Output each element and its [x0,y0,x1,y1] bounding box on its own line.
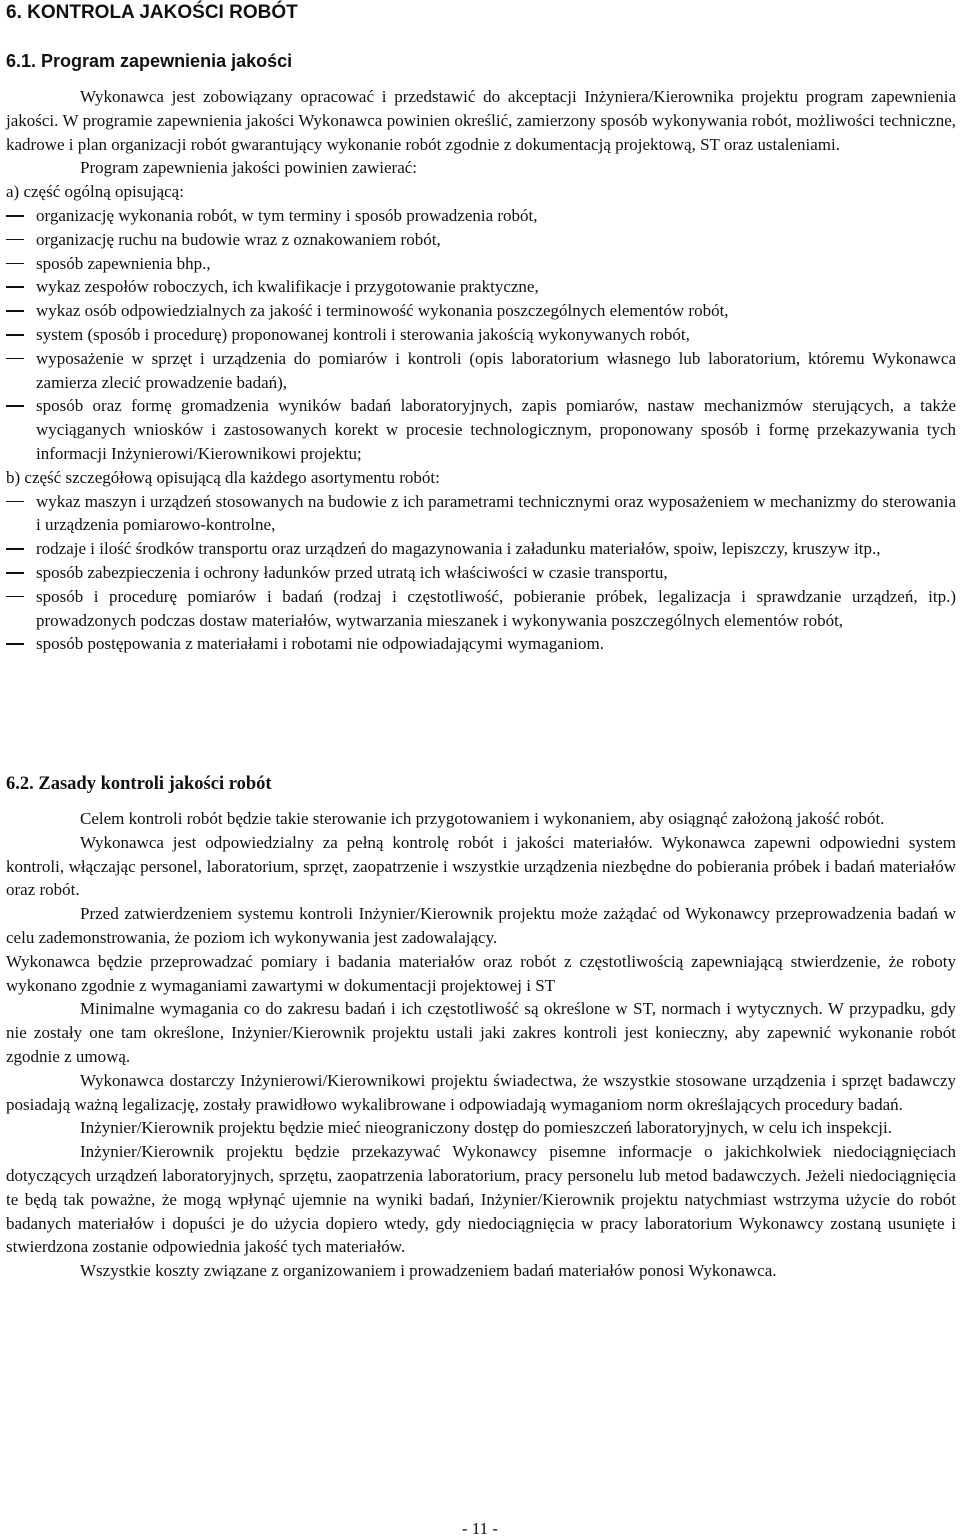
list-item: wykaz maszyn i urządzeń stosowanych na budowie z ich parametrami technicznymi oraz wyposażeniem w mechanizmy do sterowania i urządzenia pomiarowo-kontrolne, [6,490,956,538]
dash-bullet-icon [6,643,24,645]
list-item: organizację wykonania robót, w tym terminy i sposób prowadzenia robót, [6,204,956,228]
dash-bullet-icon [6,358,24,360]
dash-bullet-icon [6,239,24,241]
paragraph: Inżynier/Kierownik projektu będzie mieć nieograniczony dostęp do pomieszczeń laboratoryjnych, w celu ich inspekcji. [80,1118,892,1138]
dash-bullet-icon [6,263,24,265]
list-item: organizację ruchu na budowie wraz z oznakowaniem robót, [6,228,956,252]
paragraph: Wykonawca jest odpowiedzialny za pełną kontrolę robót i jakości materiałów. Wykonawca zapewni odpowiedni system kontroli, włączając personel, laboratorium, sprzęt, zaopatrzenie i wszystkie urządzenia niezbędne do pobierania próbek i badań materiałów oraz robót. [6,832,956,900]
page-number: - 11 - [461,1519,499,1538]
dash-bullet-icon [6,310,24,312]
paragraph: Wykonawca będzie przeprowadzać pomiary i badania materiałów oraz robót z częstotliwością zapewniającą stwierdzenie, że roboty wykonano zgodnie z wymaganiami zawartymi w dokumentacji projektowej i ST [6,951,956,995]
dash-bullet-icon [6,286,24,288]
list-item: rodzaje i ilość środków transportu oraz urządzeń do magazynowania i załadunku materiałów, spoiw, lepiszczy, kruszyw itp., [6,537,956,561]
paragraph: Wykonawca dostarczy Inżynierowi/Kierownikowi projektu świadectwa, że wszystkie stosowane urządzenia i sprzęt badawczy posiadają ważną legalizację, zostały prawidłowo wykalibrowane i odpowiadają wymaganiom norm określających procedury badań. [6,1070,956,1114]
list-item: sposób oraz formę gromadzenia wyników badań laboratoryjnych, zapis pomiarów, nastaw mechanizmów sterujących, a także wyciąganych wniosków i zastosowanych korekt w procesie technologicznym, proponowany sposób i formę przekazywania tych informacji Inżynierowi/Kierownikowi projektu; [6,394,956,465]
paragraph: Program zapewnienia jakości powinien zawierać: [80,158,418,178]
list-item: wykaz zespołów roboczych, ich kwalifikacje i przygotowanie praktyczne, [6,275,956,299]
dash-bullet-icon [6,572,24,574]
dash-bullet-icon [6,501,24,503]
dash-bullet-icon [6,334,24,336]
paragraph: Celem kontroli robót będzie takie sterowanie ich przygotowaniem i wykonaniem, aby osiągnąć założoną jakość robót. [80,809,885,828]
section-6-1-body [6,85,956,656]
paragraph: Przed zatwierdzeniem systemu kontroli Inżynier/Kierownik projektu może zażądać od Wykonawcy przeprowadzenia badań w celu zademonstrowania, że poziom ich wykonywania jest zadowalający. [6,904,956,947]
dash-bullet-icon [6,596,24,598]
dash-bullet-icon [6,215,24,217]
paragraph: Minimalne wymagania co do zakresu badań i ich częstotliwość są określone w ST, normach i wytycznych. W przypadku, gdy nie zostały one tam określone, Inżynier/Kierownik projektu ustali jaki zakres kontroli jest konieczny, aby zapewnić wykonanie robót zgodnie z umową. [6,999,956,1066]
list-item: sposób zapewnienia bhp., [6,252,956,276]
chapter-heading: 6. KONTROLA JAKOŚCI ROBÓT [6,2,298,23]
section-heading-6-1: 6.1. Program zapewnienia jakości [6,51,293,71]
paragraph: Inżynier/Kierownik projektu będzie przekazywać Wykonawcy pisemne informacje o jakichkolwiek niedociągnięciach dotyczących urządzeń laboratoryjnych, sprzętu, zaopatrzenia laboratorium, pracy personelu lub metod badawczych. Jeżeli niedociągnięcia te będą tak poważne, że mogą wpłynąć ujemnie na wyniki badań, Inżynier/Kierownik projektu natychmiast wstrzyma użycie do robót badanych materiałów i dopuści je do użycia dopiero wtedy, gdy niedociągnięcia w pracy laboratorium Wykonawcy zostaną usunięte i stwierdzona zostanie odpowiednia jakość tych materiałów. [6,1142,956,1257]
list-heading-b: b) część szczegółową opisującą dla każdego asortymentu robót: [6,467,440,487]
section-heading-6-2: 6.2. Zasady kontroli jakości robót [6,774,272,794]
list-item: sposób zabezpieczenia i ochrony ładunków przed utratą ich właściwości w czasie transportu, [6,561,956,585]
list-item: sposób postępowania z materiałami i robotami nie odpowiadającymi wymaganiom. [6,632,956,656]
list-item: wykaz osób odpowiedzialnych za jakość i terminowość wykonania poszczególnych elementów robót, [6,299,956,323]
list-item: sposób i procedurę pomiarów i badań (rodzaj i częstotliwość, pobieranie próbek, legalizacja i sprawdzanie urządzeń, itp.) prowadzonych podczas dostaw materiałów, wytwarzania mieszanek i wykonywania poszczególnych elementów robót, [6,585,956,633]
dash-bullet-icon [6,548,24,550]
paragraph: Wykonawca jest zobowiązany opracować i przedstawić do akceptacji Inżyniera/Kierownika projektu program zapewnienia jakości. W programie zapewnienia jakości Wykonawca powinien określić, zamierzony sposób wykonywania robót, możliwości techniczne, kadrowe i plan organizacji robót gwarantujący wykonanie robót zgodnie z dokumentacją projektową, ST oraz ustaleniami. [6,87,956,154]
list-item: system (sposób i procedurę) proponowanej kontroli i sterowania jakością wykonywanych robót, [6,323,956,347]
list-item: wyposażenie w sprzęt i urządzenia do pomiarów i kontroli (opis laboratorium własnego lub laboratorium, któremu Wykonawca zamierza zlecić prowadzenie badań), [6,347,956,395]
list-heading-a: a) część ogólną opisującą: [6,182,184,202]
dash-bullet-icon [6,405,24,407]
section-6-2-body [6,807,956,1283]
paragraph: Wszystkie koszty związane z organizowaniem i prowadzeniem badań materiałów ponosi Wykonawca. [80,1261,777,1281]
